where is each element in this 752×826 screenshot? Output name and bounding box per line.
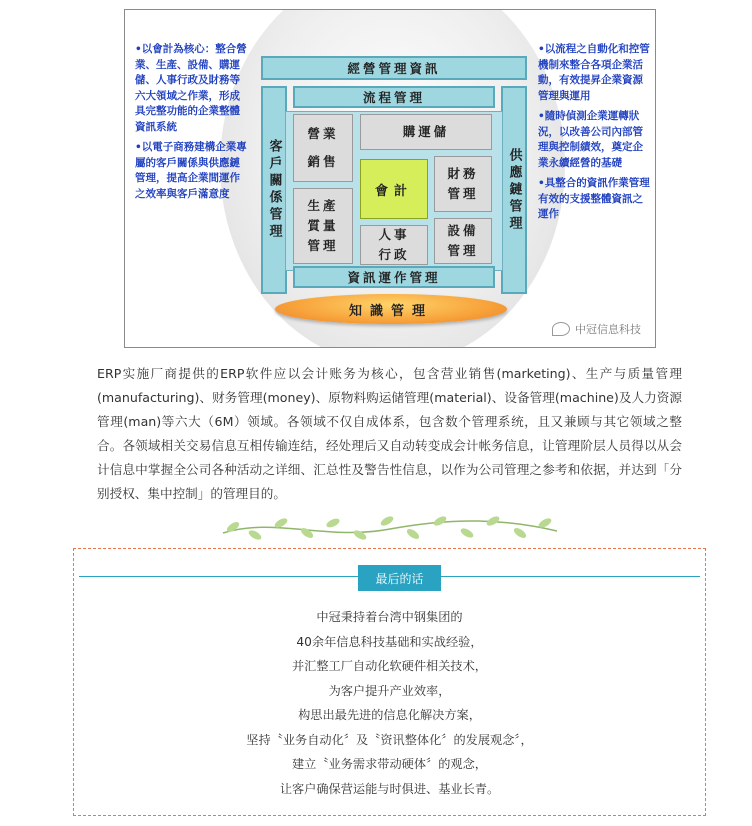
final-line: 坚持〝业务自动化〞及〝资讯整体化〞的发展观念〞， [246,732,533,747]
final-line: 构思出最先进的信息化解决方案， [298,708,481,722]
brand-logo-icon [552,322,570,336]
erp-diagram [124,9,656,348]
cell-label: 管理 [447,186,479,201]
cell-label: 行政 [378,247,410,262]
equipment-cell [434,218,492,264]
left-bullet: •以電子商務建構企業專屬的客戶關係與供應鏈管理，提高企業間運作之效率與客戶滿意度 [135,141,247,200]
final-line: 中冠秉持着台湾中钢集团的 [316,610,463,624]
left-bullets [135,42,247,207]
final-words-box [73,548,706,816]
cell-label: 生產 [307,198,339,213]
accounting-core: 會計 [360,159,428,219]
knowledge-management-ellipse: 知識管理 [275,294,507,324]
finance-cell [434,156,492,212]
cell-label: 財務 [447,166,479,181]
left-bullet: •以會計為核心：整合營業、生產、設備、購運儲、人事行政及財務等六大領域之作業，形成具完整功能的企業整體資訊系統 [135,43,247,133]
right-bullet: •具整合的資訊作業管理有效的支援整體資訊之運作 [538,177,650,220]
cell-label: 人事 [378,227,410,242]
cell-label: 銷售 [307,154,339,169]
purchase-cell: 購運儲 [360,114,492,150]
brand-watermark [552,321,641,337]
erp-description: ERP实施厂商提供的ERP软件应以会计账务为核心，包含营业销售(marketing)、生产与质量管理(manufacturing)、财务管理(money)、原物料购运储管理(material)、设备管理(machine)及人力资源管理(man)等六大（6M）领域。各领域不仅自成体系，包含数个管理系统，且又兼顾与其它领域之整合。各领域相关交易信息互相传输连结，经处理后又自动转变成会计帐务信息，让管理阶层人员得以从会计信息中掌握全公司各种活动之详细、汇总性及警告性信息，以作为公司管理之参考和依据，并达到「分别授权、集中控制」的管理目的。 [97,366,682,501]
top-bar: 經營管理資訊 [261,56,527,80]
production-cell [293,188,353,264]
final-words-title: 最后的话 [358,565,441,591]
cell-label: 質量 [307,218,339,233]
cell-label: 管理 [307,238,339,253]
final-line: 并汇整工厂自动化软硬件相关技术， [292,659,487,673]
process-bar: 流程管理 [293,86,495,108]
sales-cell [293,114,353,182]
final-line: 40余年信息科技基础和实战经验， [296,634,483,649]
right-bullet: •隨時偵測企業運轉狀況，以改善公司內部管理與控制績效，奠定企業永續經營的基礎 [538,110,643,169]
final-words-text [74,605,705,801]
final-line: 为客户提升产业效率， [328,683,451,698]
final-line: 让客户确保营运能与时俱进、基业长青。 [279,781,500,796]
right-bullet: •以流程之自動化和控管機制來整合各項企業活動，有效提昇企業資源管理與運用 [538,43,650,102]
hr-cell [360,225,428,265]
cell-label: 營業 [307,126,339,141]
brand-name: 中冠信息科技 [575,323,641,336]
right-bar: 供應鏈管理 [501,86,527,294]
bottom-bar: 資訊運作管理 [293,266,495,288]
right-bullets [538,42,650,228]
cell-label: 設備 [447,223,479,238]
cell-label: 管理 [447,243,479,258]
leaf-divider [215,511,565,545]
final-line: 建立〝业务需求带动硬体〞的观念， [292,757,487,771]
left-bar: 客戶關係管理 [261,86,287,294]
